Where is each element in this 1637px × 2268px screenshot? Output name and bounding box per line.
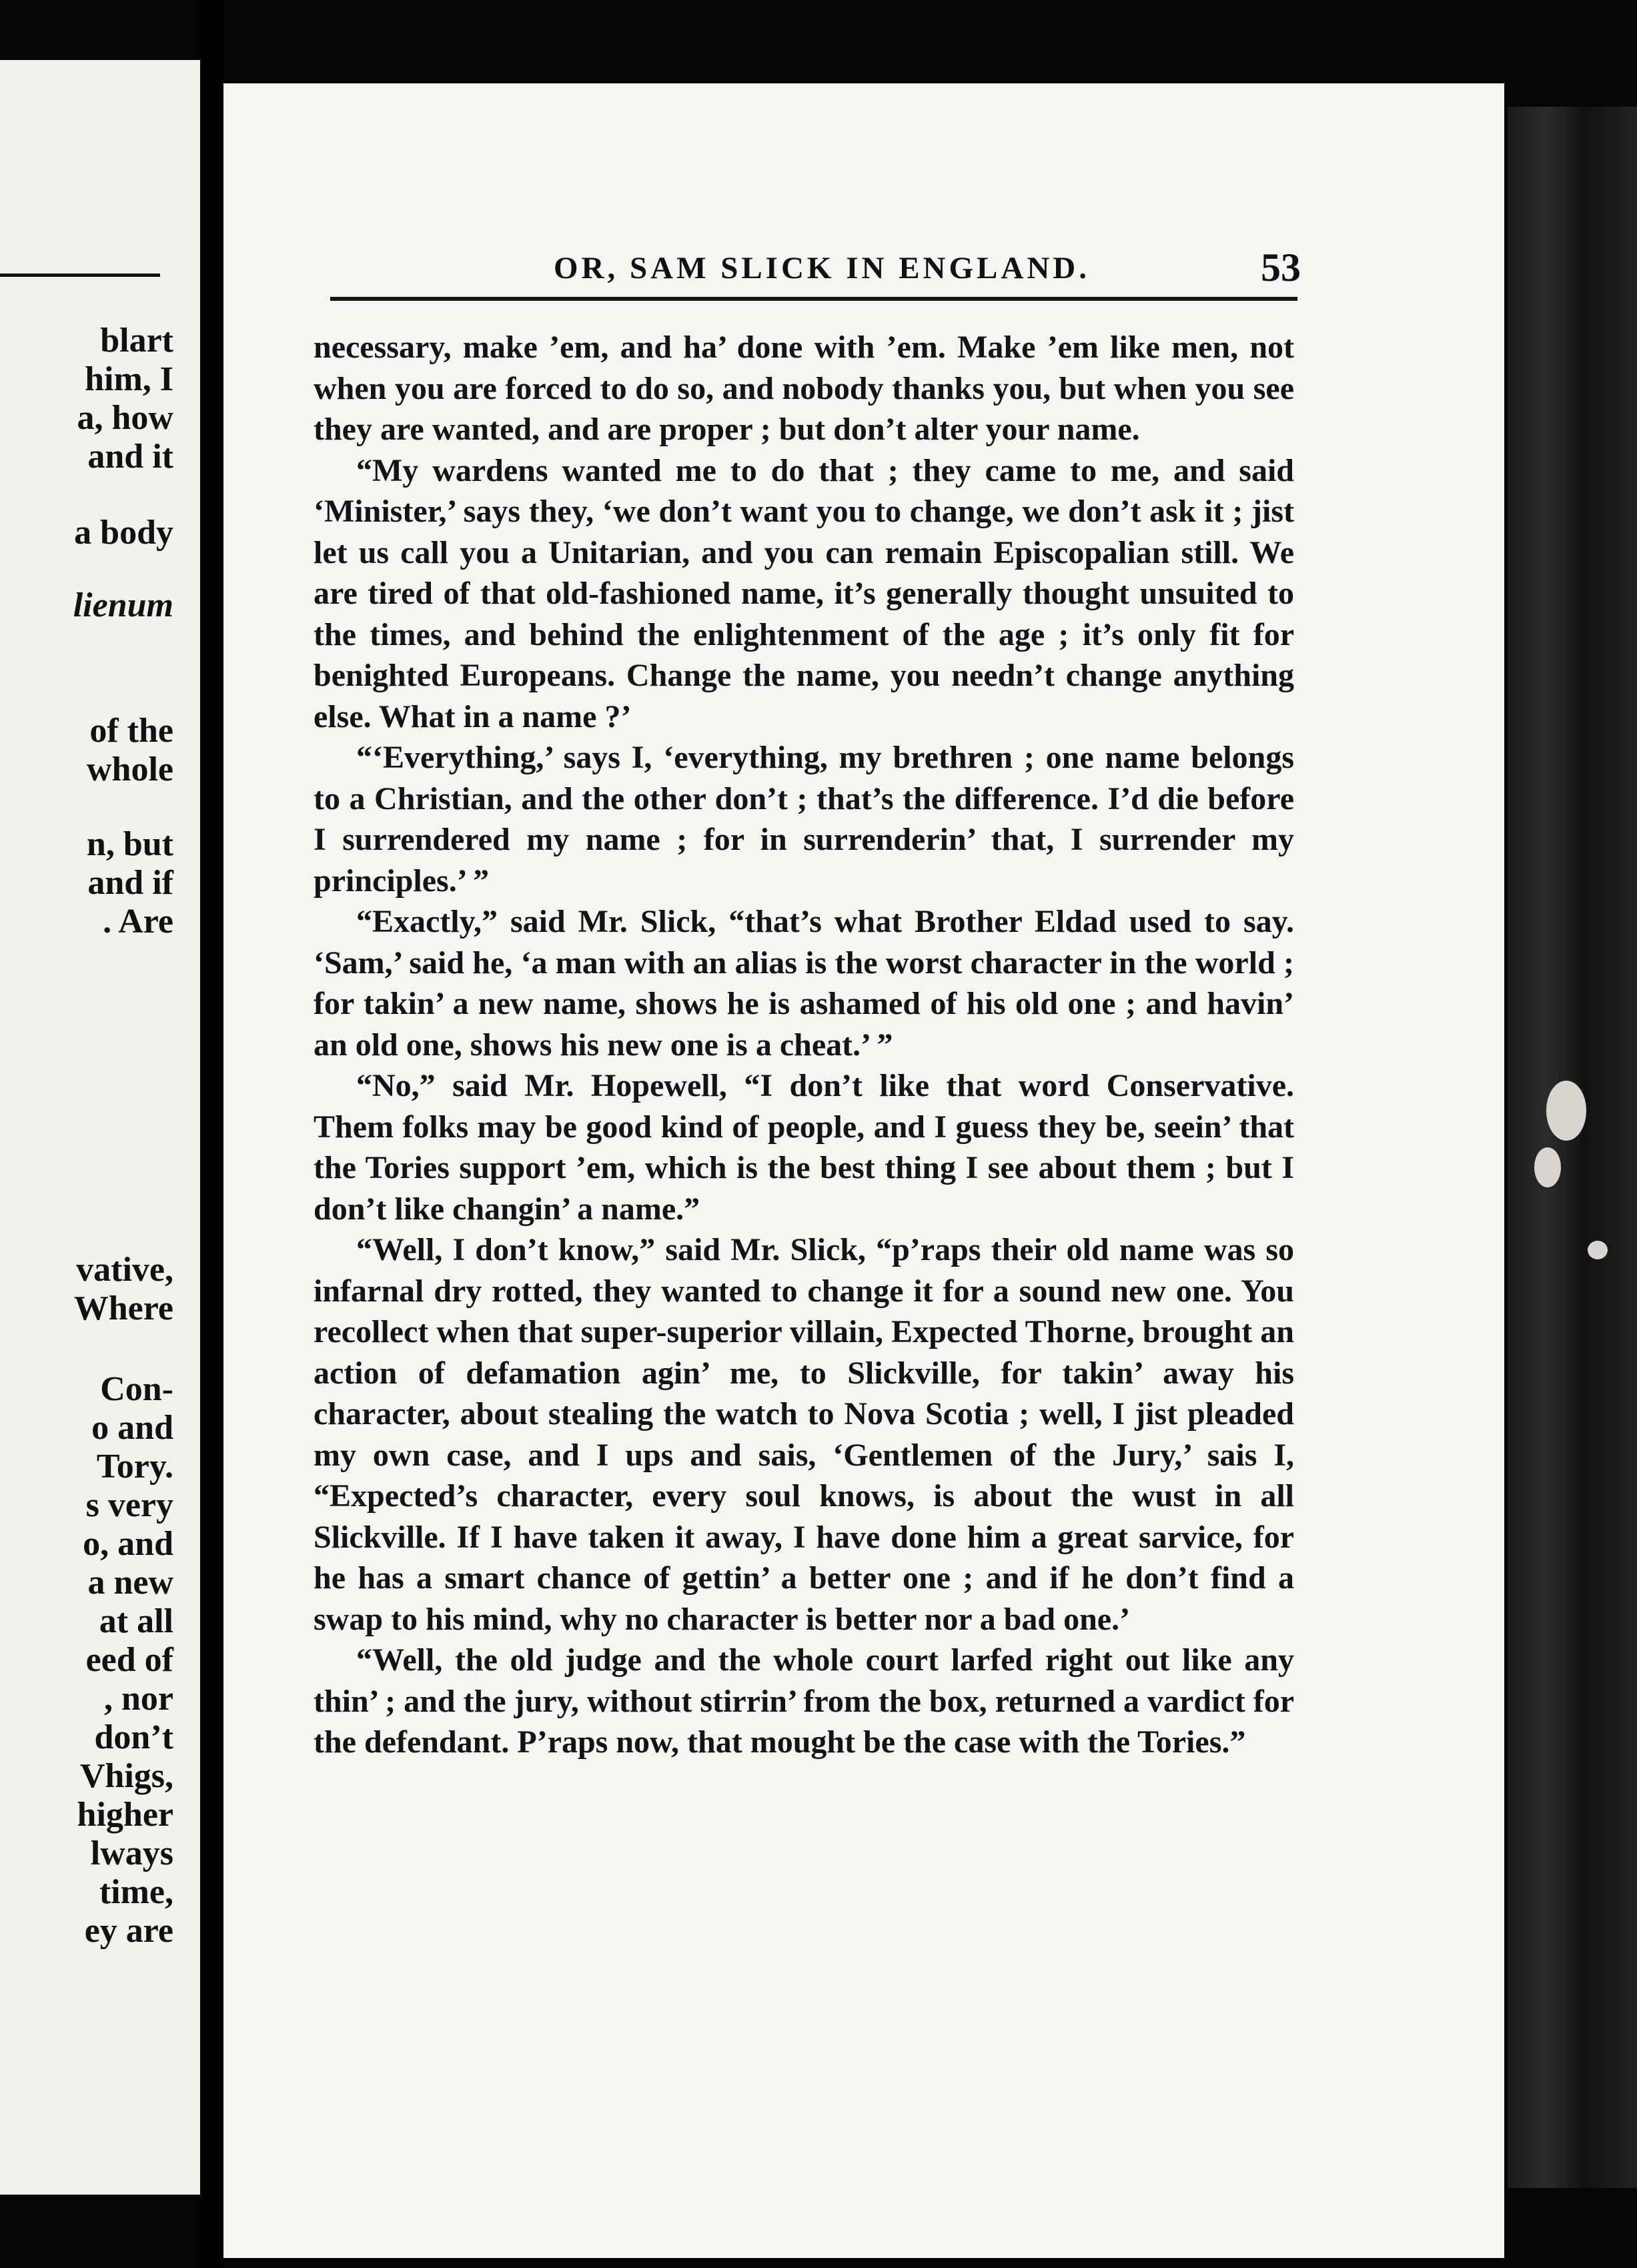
facing-line: s very <box>85 1486 173 1524</box>
facing-line: a body <box>74 514 173 552</box>
facing-line: o and <box>91 1409 173 1447</box>
facing-line: time, <box>99 1873 173 1911</box>
facing-page <box>0 60 200 2195</box>
facing-line: a new <box>87 1564 173 1602</box>
facing-line: Vhigs, <box>79 1757 173 1795</box>
facing-line: and it <box>87 438 173 476</box>
facing-line: lienum <box>73 586 173 624</box>
body-text <box>314 327 1294 1763</box>
paragraph: “Exactly,” said Mr. Slick, “that’s what Brother Eldad used to say. ‘Sam,’ said he, ‘a man with an alias is the worst character in the world ; for takin’ a new name, shows he is ashamed of his old one ; and havin’ an old one, shows his new one is a cheat.’ ” <box>314 904 1294 1063</box>
facing-line: blart <box>100 322 173 360</box>
paragraph: “Well, I don’t know,” said Mr. Slick, “p’raps their old name was so infarnal dry rotted, they wanted to change it for a sound new one. You recollect when that super-superior villain, Expected Thorne, brought an action of defamation agin’ me, to Slickville, for takin’ away his character, about stealing the watch to Nova Scotia ; well, I jist pleaded my own case, and I ups and sais, ‘Gentlemen of the Jury,’ sais I, “Expected’s character, every soul knows, is about the wust in all Slickville. If I have taken it away, I have done him a great sarvice, for he has a smart chance of gettin’ a better one ; and if he don’t find a swap to his mind, why no character is better nor a bad one.’ <box>314 1232 1294 1637</box>
facing-line: and if <box>87 864 173 902</box>
facing-line: him, I <box>85 360 173 398</box>
paper-speckle <box>1534 1147 1561 1187</box>
facing-line: don’t <box>94 1718 173 1756</box>
facing-line: o, and <box>83 1525 173 1563</box>
paragraph: necessary, make ’em, and ha’ done with ’em. Make ’em like men, not when you are forced to do so, and nobody thanks you, but when you see they are wanted, and are proper ; but don’t alter your name. <box>314 330 1294 447</box>
paragraph: “Well, the old judge and the whole court larfed right out like any thin’ ; and the jury, without stirrin’ from the box, returned a vardict for the defendant. P’raps now, that mought be the case with the Tories.” <box>314 1642 1294 1760</box>
facing-line: eed of <box>85 1641 173 1679</box>
facing-line: higher <box>77 1796 173 1834</box>
facing-line: whole <box>87 750 173 788</box>
paper-speckle <box>1546 1081 1586 1141</box>
facing-line: at all <box>99 1602 173 1640</box>
facing-line: ey are <box>84 1912 173 1950</box>
facing-line: vative, <box>76 1251 173 1289</box>
facing-line: of the <box>89 712 173 750</box>
header-rule <box>330 297 1297 301</box>
facing-line: lways <box>90 1834 173 1872</box>
facing-line: Con- <box>100 1370 173 1408</box>
facing-line: . Are <box>103 903 173 941</box>
running-title: OR, SAM SLICK IN ENGLAND. <box>554 251 1090 286</box>
paragraph: “My wardens wanted me to do that ; they came to me, and said ‘Minister,’ says they, ‘we don’t want you to change, we don’t ask it ; jist let us call you a Unitarian, and you can remain Episcopalian still. We are tired of that old-fashioned name, it’s generally thought unsuited to the times, and behind the enlightenment of the age ; it’s only fit for benighted Europeans. Change the name, you needn’t change anything else. What in a name ?’ <box>314 452 1294 734</box>
facing-line: Where <box>73 1289 173 1327</box>
page-number: 53 <box>1261 245 1301 290</box>
facing-line: Tory. <box>96 1448 173 1486</box>
facing-line: a, how <box>77 399 173 437</box>
paragraph: “‘Everything,’ says I, ‘everything, my brethren ; one name belongs to a Christian, and the other don’t ; that’s the difference. I’d die before I surrendered my name ; for in surrenderin’ that, I surrender my principles.’ ” <box>314 740 1294 899</box>
paragraph: “No,” said Mr. Hopewell, “I don’t like that word Conservative. Them folks may be good kind of people, and I guess they be, seein’ that the Tories support ’em, which is the best thing I see about them ; but I don’t like changin’ a name.” <box>314 1068 1294 1227</box>
page-edge-shadow <box>1508 107 1637 2188</box>
paper-speckle <box>1588 1241 1608 1259</box>
book-gutter <box>200 0 223 2268</box>
facing-line: , nor <box>104 1680 173 1718</box>
running-header <box>327 243 1301 297</box>
facing-line: n, but <box>86 825 173 863</box>
facing-page-rule <box>0 273 160 277</box>
